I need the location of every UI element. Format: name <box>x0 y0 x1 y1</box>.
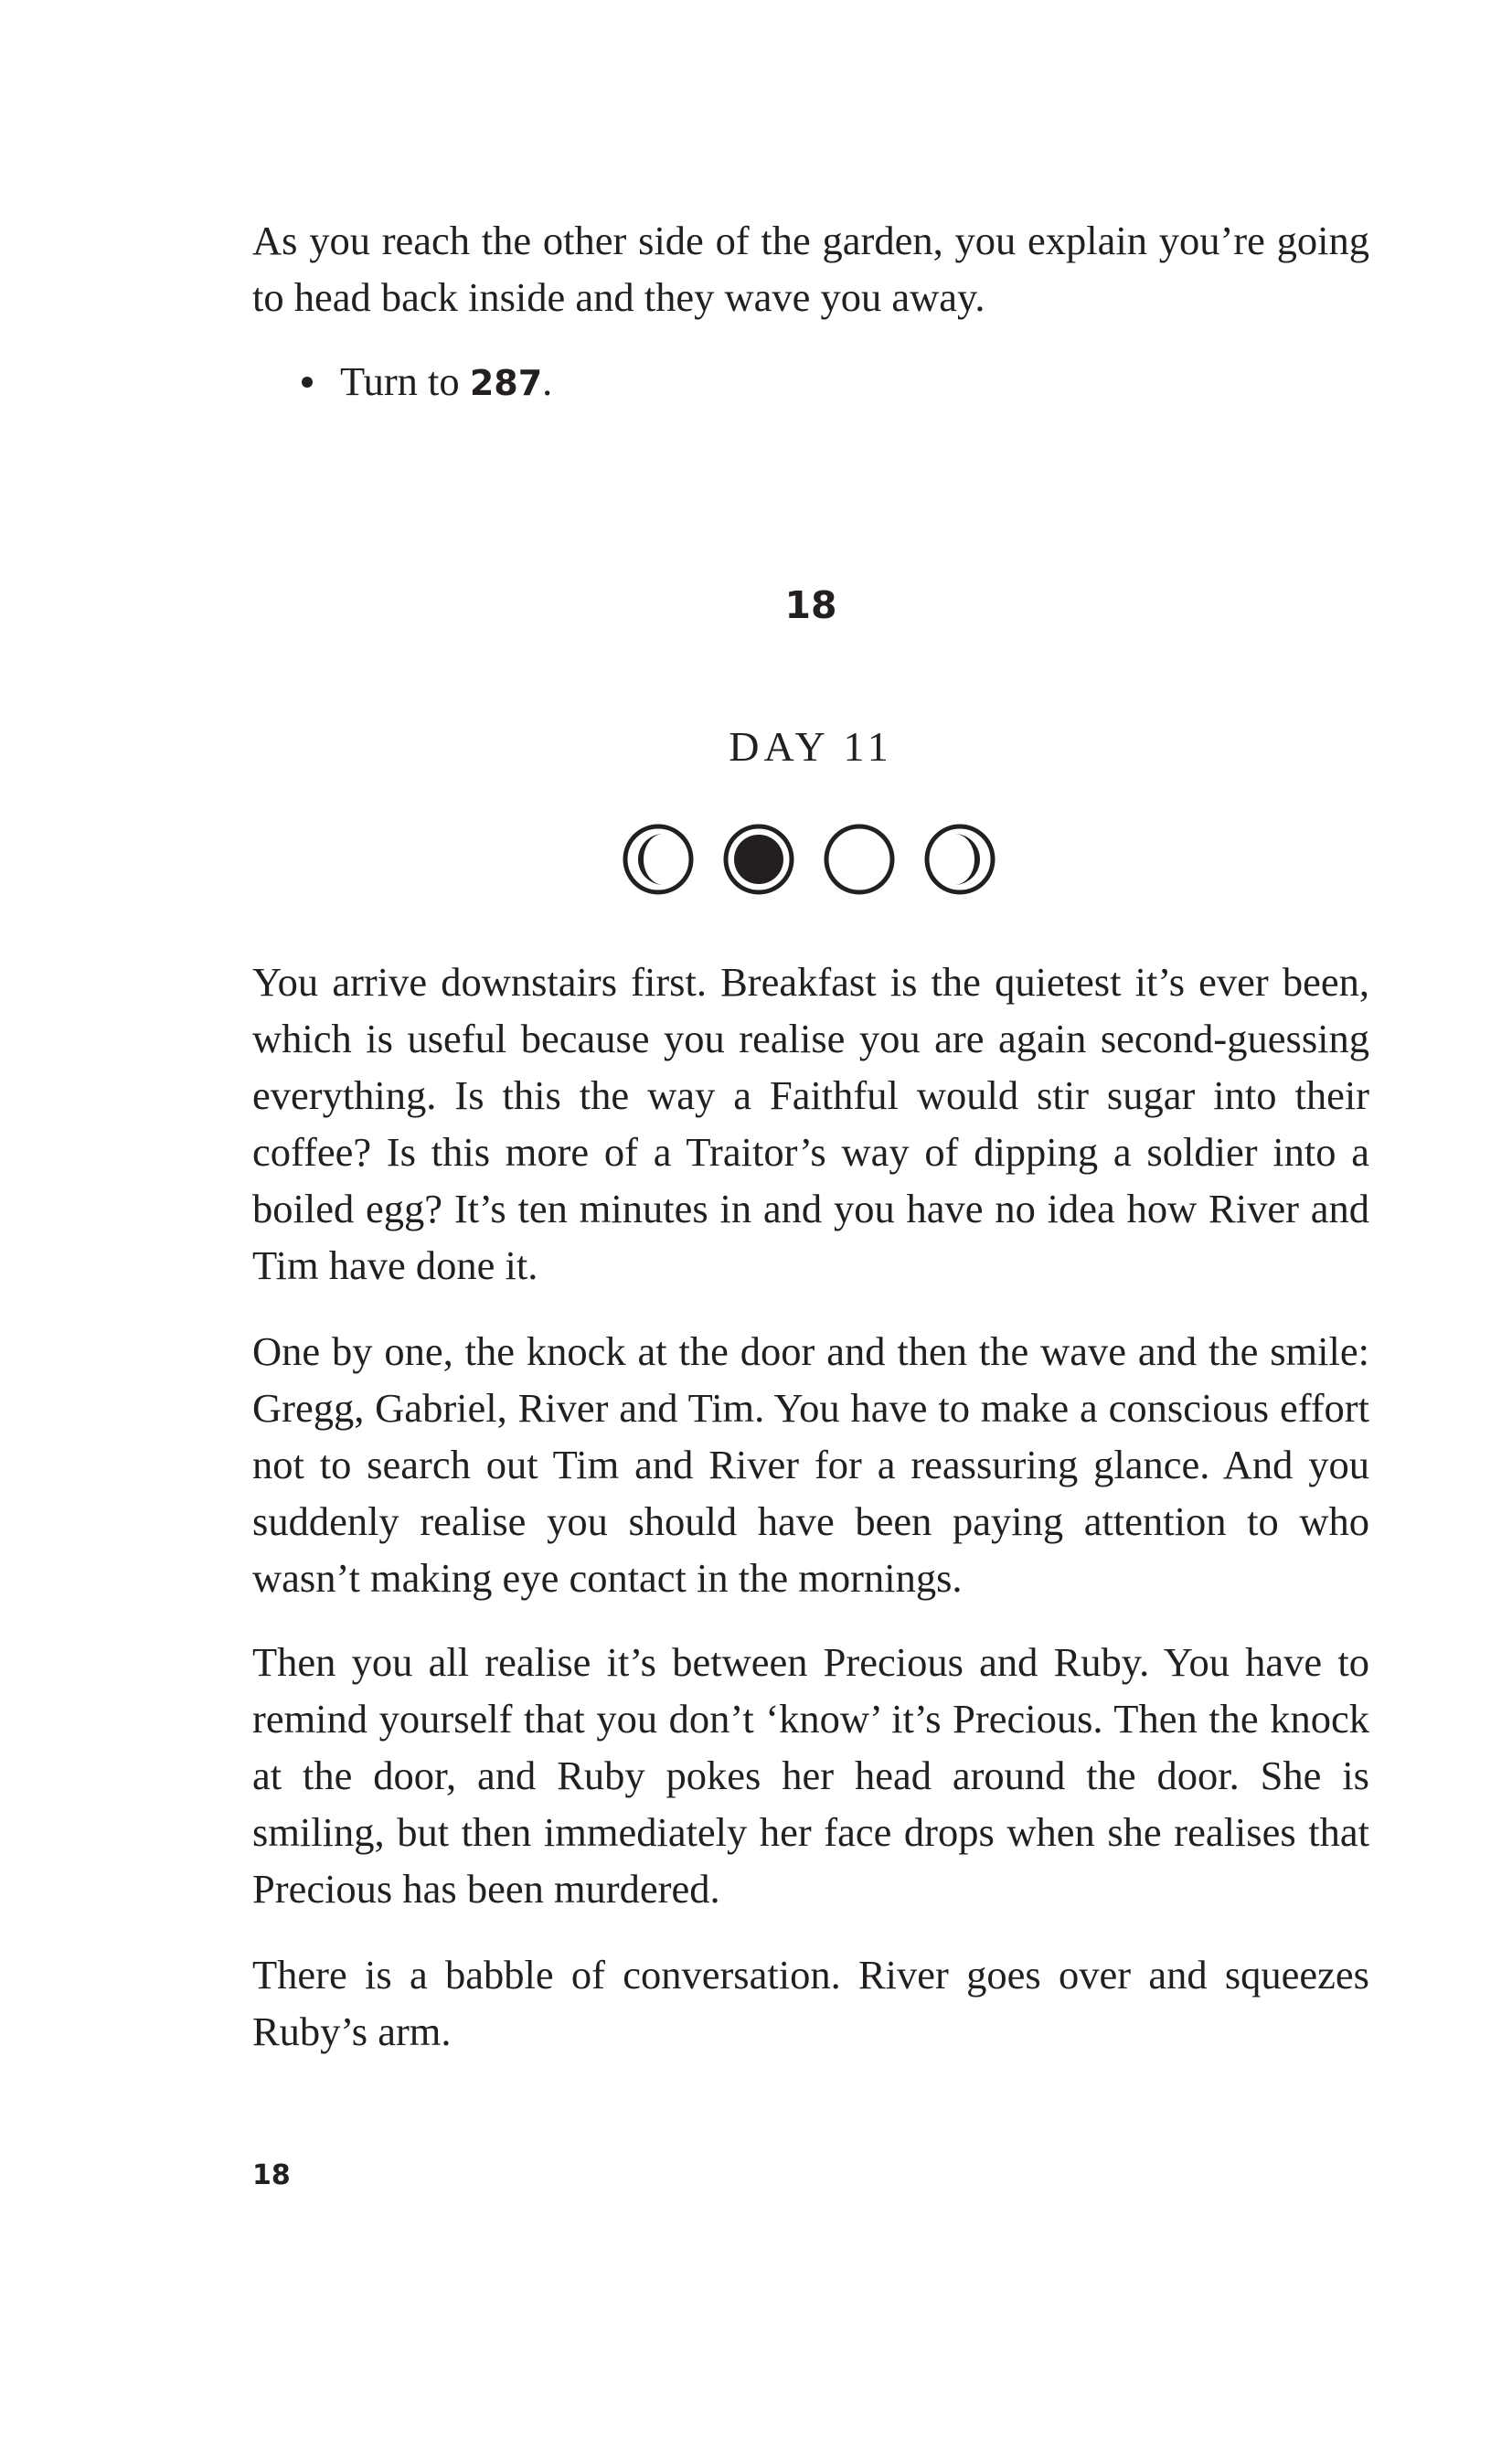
choice-turn-to[interactable] <box>302 353 552 411</box>
waxing-crescent-icon <box>625 826 691 892</box>
full-moon-icon <box>826 826 892 892</box>
page-number: 18 <box>252 2159 291 2191</box>
section-number: 18 <box>784 583 837 627</box>
day-heading: DAY 11 <box>729 723 893 770</box>
body-paragraph: You arrive downstairs first. Breakfast is the quietest it’s ever been, which is useful because you realise you are again second-guessing everything. Is this the way a Faithful would stir sugar into their coffee? Is this more of a Traitor’s way of dipping a soldier into a boiled egg? It’s ten minutes in and you have no idea how River and Tim have done it. <box>252 959 1369 1288</box>
bullet-icon <box>302 377 313 388</box>
choice-suffix: . <box>542 358 553 404</box>
choice-prefix: Turn to <box>340 358 470 404</box>
waning-crescent-icon <box>927 826 993 892</box>
choice-target[interactable]: 287 <box>469 363 543 403</box>
body-paragraph: One by one, the knock at the door and then the wave and the smile: Gregg, Gabriel, River and Tim. You have to make a conscious effort not to search out Tim and River for a reassuring glance. And you suddenly realise you should have been paying attention to who wasn’t making eye contact in the mornings. <box>252 1328 1369 1601</box>
body-paragraph: There is a babble of conversation. River goes over and squeezes Ruby’s arm. <box>252 1952 1369 2054</box>
body-paragraph: Then you all realise it’s between Precious and Ruby. You have to remind yourself that you don’t ‘know’ it’s Precious. Then the knock at the door, and Ruby pokes her head around the door. She is smiling, but then immediately her face drops when she realises that Precious has been murdered. <box>252 1639 1369 1912</box>
intro-paragraph: As you reach the other side of the garden, you explain you’re going to head back inside and they wave you away. <box>252 218 1369 320</box>
new-moon-icon <box>726 826 792 892</box>
moon-phase-row <box>620 821 1002 898</box>
